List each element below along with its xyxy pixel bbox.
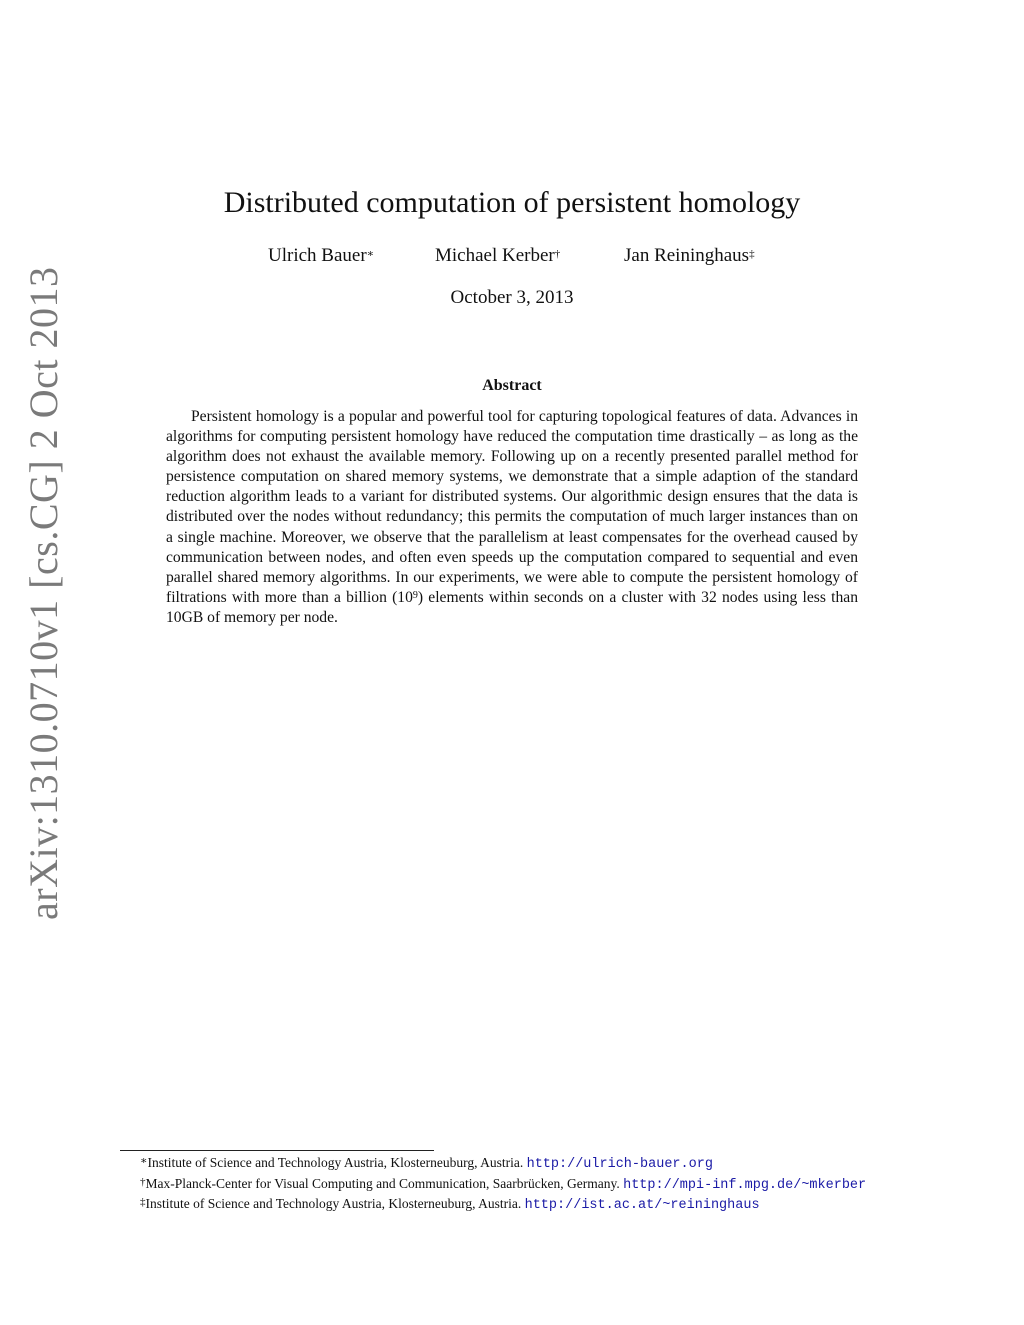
footnote-reininghaus [140, 1195, 920, 1216]
publication-date: October 3, 2013 [450, 287, 574, 308]
abstract-text-end: ) elements within seconds on a cluster with 32 nodes using less than 10GB of memory per node. [166, 588, 859, 626]
footnote-mark: ∗ [140, 1155, 148, 1167]
arxiv-identifier-stamp: arXiv:1310.0710v1 [cs.CG] 2 Oct 2013 [21, 266, 66, 920]
abstract-heading: Abstract [482, 377, 542, 394]
footnotes [140, 1154, 920, 1216]
author-footnote-mark: † [554, 248, 561, 260]
abstract-body [166, 407, 858, 628]
abstract-text: Persistent homology is a popular and powerful tool for capturing topological features of data. Advances in algorithms for computing persistent homology have reduced the computation time drastically – as long as the algorithm does not exhaust the available memory. Following up on a recently presented parallel method for persistence computation on shared memory systems, we demonstrate that a simple adaption of the standard reduction algorithm leads to a variant for distributed systems. Our algorithmic design ensures that the data is distributed over the nodes without redundancy; this permits the computation of much larger instances than on a single machine. Moreover, we observe that the parallelism at least compensates for the overhead caused by communication between nodes, and often even speeds up the computation compared to sequential and even parallel shared memory algorithms. In our experiments, we were able to compute the persistent homology of filtrations with more than a billion (10 [166, 408, 858, 606]
author-name: Ulrich Bauer [268, 245, 367, 266]
author-kerber [435, 244, 560, 268]
footnote-link-reininghaus[interactable]: http://ist.ac.at/~reininghaus [524, 1198, 760, 1213]
footnote-divider [120, 1150, 434, 1151]
abstract-superscript: 9 [412, 589, 418, 601]
author-reininghaus [624, 244, 755, 268]
author-footnote-mark: ‡ [749, 248, 755, 260]
footnote-kerber [140, 1175, 920, 1196]
author-list [268, 244, 788, 270]
footnote-link-kerber[interactable]: http://mpi-inf.mpg.de/~mkerber [623, 1177, 867, 1193]
author-name: Jan Reininghaus [624, 245, 750, 266]
author-bauer [268, 244, 374, 268]
footnote-mark: † [140, 1175, 146, 1188]
paper-title: Distributed computation of persistent homology [223, 186, 801, 219]
footnote-text: Institute of Science and Technology Austria, Klosterneuburg, Austria. [147, 1155, 527, 1170]
author-footnote-mark: ∗ [366, 248, 375, 260]
footnote-mark: ‡ [140, 1196, 146, 1208]
footnote-text: Institute of Science and Technology Austria, Klosterneuburg, Austria. [145, 1196, 525, 1211]
author-name: Michael Kerber [435, 245, 555, 266]
footnote-bauer [140, 1154, 920, 1175]
footnote-link-bauer[interactable]: http://ulrich-bauer.org [526, 1157, 713, 1172]
footnote-text: Max-Planck-Center for Visual Computing and Communication, Saarbrücken, Germany. [145, 1175, 624, 1191]
